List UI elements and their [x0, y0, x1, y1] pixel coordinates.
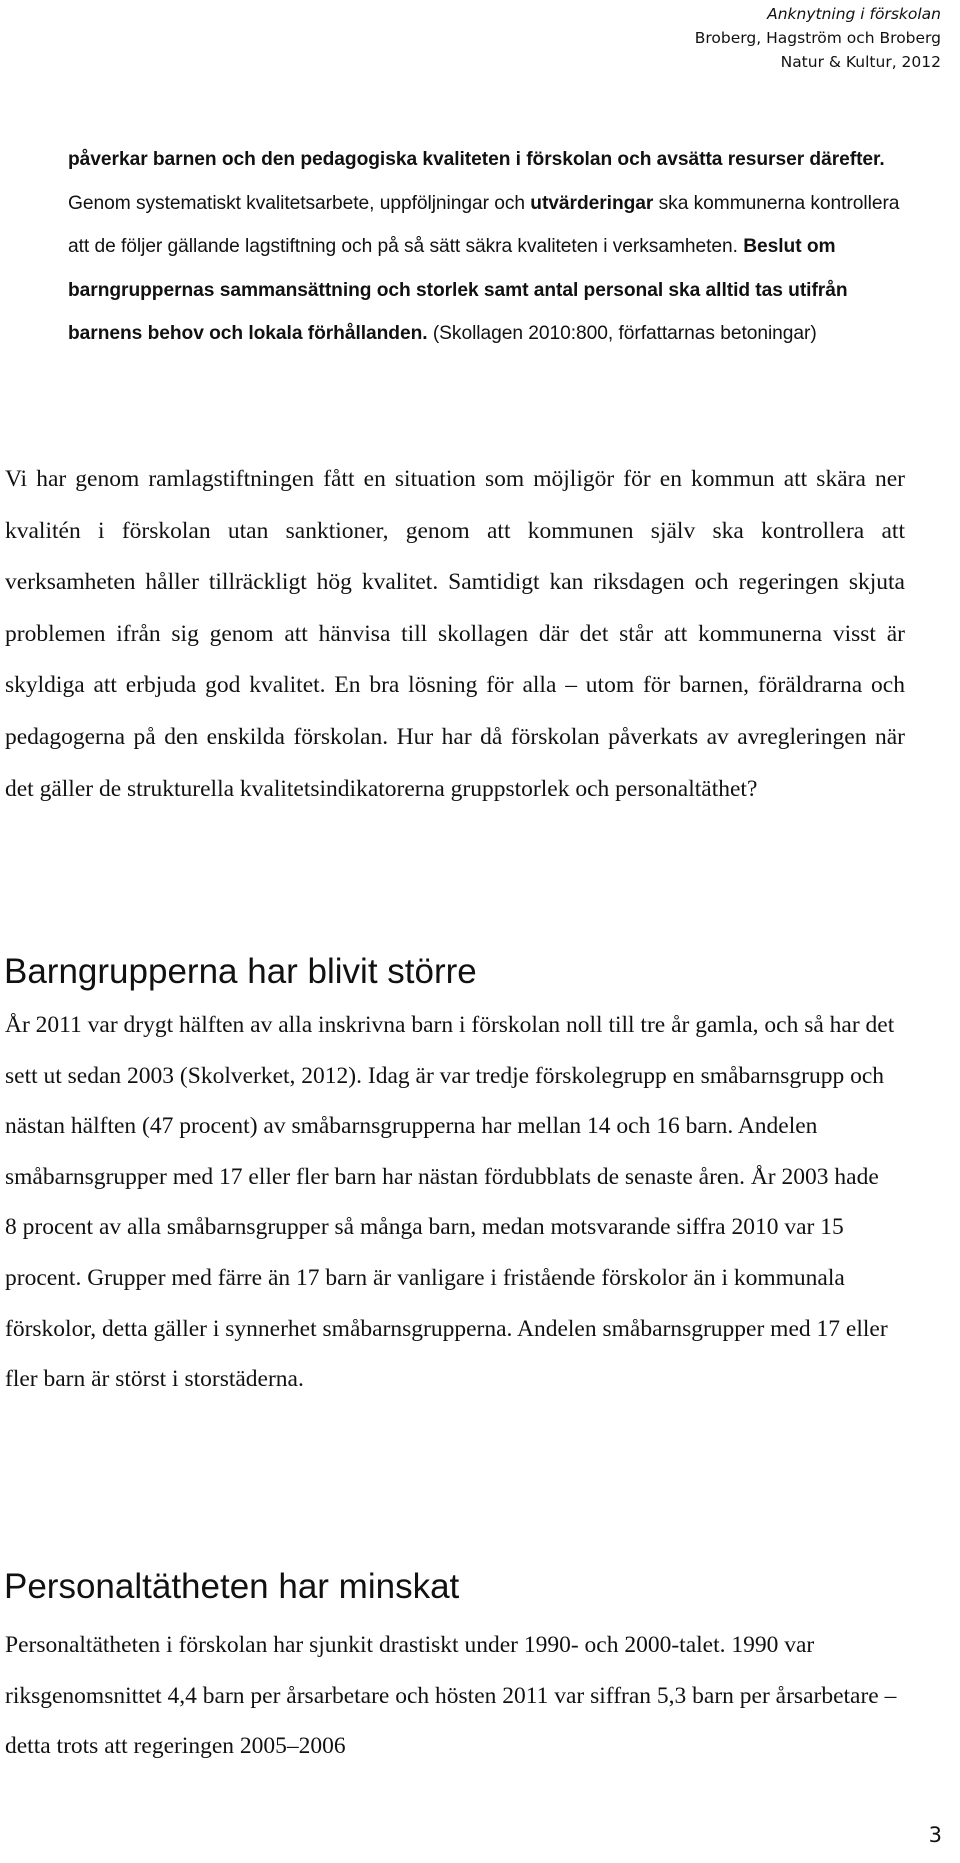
section-heading-staff-ratio: Personaltätheten har minskat — [4, 1567, 460, 1606]
body-paragraph-3: Personaltätheten i förskolan har sjunkit drastiskt under 1990- och 2000-talet. 1990 var riksgenomsnittet 4,4 barn per årsarbetare och hösten 2011 var siffran 5,3 barn per årsarbetare – detta trots att regeringen 2005–2006 — [5, 1632, 897, 1760]
header-book-title: Anknytning i förskolan — [767, 5, 941, 23]
section-heading-group-size: Barngrupperna har blivit större — [4, 952, 477, 991]
quote-text-1: Genom systematiskt kvalitetsarbete, uppföljningar och — [68, 192, 531, 214]
quote-bold-word: utvärderingar — [530, 192, 654, 214]
body-paragraph-2: År 2011 var drygt hälften av alla inskrivna barn i förskolan noll till tre år gamla, och så har det sett ut sedan 2003 (Skolverket, 2012). Idag är var tredje förskolegrupp en småbarnsgrupp och nästan hälften (47 procent) av småbarnsgrupperna har mellan 14 och 16 barn. Andelen småbarnsgrupper med 17 eller fler barn har nästan fördubblats de senaste åren. År 2003 hade 8 procent av alla småbarnsgrupper så många barn, medan motsvarande siffra 2010 var 15 procent. Grupper med färre än 17 barn är vanligare i fristående förskolor än i kommunala förskolor, detta gäller i synnerhet småbarnsgrupperna. Andelen småbarnsgrupper med 17 eller fler barn är störst i storstäderna. — [5, 1012, 895, 1393]
quote-bold-end: Beslut om barngruppernas sammansättning och storlek samt antal personal ska alltid tas utifrån barnens behov och lokala förhållanden. — [68, 236, 848, 344]
quote-bold-start: påverkar barnen och den pedagogiska kvaliteten i förskolan och avsätta resurser därefter. — [68, 149, 885, 170]
running-header — [695, 2, 941, 74]
body-paragraph-1: Vi har genom ramlagstiftningen fått en situation som möjligör för en kommun att skära ner kvalitén i förskolan utan sanktioner, genom att kommunen själv ska kontrollera att verksamheten håller tillräckligt hög kvalitet. Samtidigt kan riksdagen och regeringen skjuta problemen ifrån sig genom att hänvisa till skollagen där det står att kommunerna visst är skyldiga att erbjuda god kvalitet. En bra lösning för alla – utom för barnen, föräldrarna och pedagogerna på den enskilda förskolan. Hur har då förskolan påverkats av avregleringen när det gäller de strukturella kvalitetsindikatorerna gruppstorlek och personaltäthet? — [5, 466, 905, 802]
header-publisher: Natur & Kultur, 2012 — [780, 53, 941, 71]
block-quote — [68, 138, 906, 356]
page-number: 3 — [928, 1823, 942, 1847]
header-authors: Broberg, Hagström och Broberg — [694, 29, 941, 47]
quote-text-2: ska kommunerna kontrollera att de följer gällande lagstiftning och på så sätt säkra kvaliteten i verksamheten. — [68, 192, 900, 257]
quote-citation: (Skollagen 2010:800, författarnas betoningar) — [427, 323, 817, 344]
